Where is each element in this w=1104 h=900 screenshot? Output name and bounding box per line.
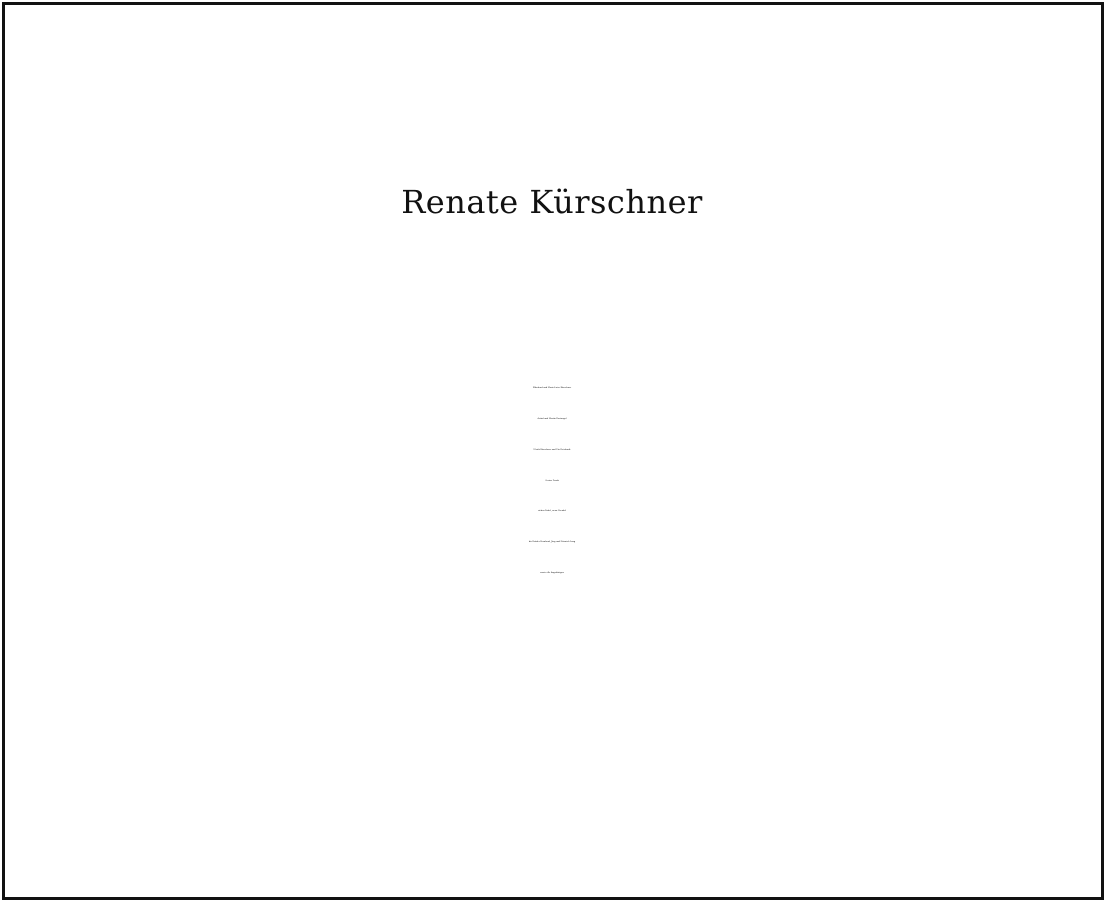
mourner-line: sowie alle Angehörigen: [540, 572, 564, 574]
deceased-name: Renate Kürschner: [401, 183, 703, 221]
mourner-line: sieben Enkel, neun Urenkel: [537, 510, 567, 512]
mourner-line: Ulrich Kürschner und Uta Reichardt: [533, 449, 571, 451]
verse-reference: [0, 104, 1104, 130]
donation-line: [0, 731, 1104, 758]
life-dates: [0, 285, 1104, 311]
donation-line: [0, 785, 1104, 812]
service-line: [0, 626, 1104, 653]
donation-line: [0, 812, 1104, 839]
mourner-line: die Brüder Bernhard, Jörg und Heinrich Lang: [528, 541, 576, 543]
mourner-line: Astrid und Martin Hartnagel: [537, 418, 567, 420]
mourner-line: Ekkehard und Marie-Luise Kürschner: [532, 387, 572, 389]
service-line: [0, 680, 1104, 707]
verse-line-1: [0, 41, 1104, 67]
donation-line: [0, 758, 1104, 785]
mourner-line: Gesine Frank: [545, 480, 559, 482]
verse-line-2: [0, 68, 1104, 94]
condolence-website: [0, 858, 1104, 880]
maiden-name: [0, 241, 1104, 267]
service-line: [0, 653, 1104, 680]
